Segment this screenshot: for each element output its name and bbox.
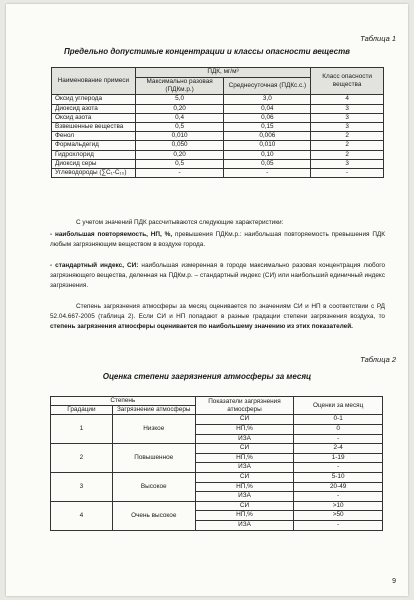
substance-name: Диоксид азота [52,104,136,113]
pollution-level: Высокое [112,472,195,501]
hazard-class: 3 [311,123,384,132]
table-row [52,159,384,168]
degree-paragraph [50,302,385,333]
table-row [51,501,383,511]
indicator-estimate: 5-10 [294,472,383,482]
table-row [52,123,384,132]
np-definition [50,230,385,250]
pollution-level: Очень высокое [112,501,195,530]
hazard-class: 2 [311,150,384,159]
hazard-class: 4 [311,95,384,104]
indicator-name: ИЗА [195,434,294,444]
page-number: 9 [392,578,396,585]
intro-paragraph: С учетом значений ПДК рассчитываются следующие характеристики: [76,219,284,226]
indicator-name: ИЗА [195,463,294,473]
si-description: наибольшая измеренная в городе максимально разовая концентрация любого загрязняющего вещества, деленная на ПДКм.р. – стандартный индекс (СИ) или наибольший единичный индекс загрязнения. [50,262,386,290]
pdk-daily-avg: 0,04 [224,104,311,113]
indicator-estimate: - [294,492,383,502]
indicator-estimate: 0 [294,425,383,435]
pollution-degree-table [50,396,383,531]
hazard-class: 2 [311,141,384,150]
gradation-value: 3 [51,472,113,501]
indicator-estimate: - [294,434,383,444]
pdk-table [51,67,384,178]
indicator-name: СИ [195,472,294,482]
pdk-daily-avg: 0,05 [224,159,311,168]
indicator-name: НП,% [195,425,294,435]
pdk-max-single: 0,20 [135,150,224,159]
indicator-estimate: 20-49 [294,482,383,492]
pdk-max-single: - [135,169,224,178]
table-row [51,472,383,482]
indicator-estimate: 1-19 [294,453,383,463]
table-row [51,444,383,454]
indicator-name: СИ [195,501,294,511]
indicator-name: СИ [195,415,294,425]
substance-name: Углеводороды (∑C₁-C₁₀) [52,169,136,178]
hazard-class: 2 [311,132,384,141]
header-gradation: Градации [51,406,113,415]
table2-title: Оценка степени загрязнения атмосферы за месяц [102,372,312,381]
substance-name: Формальдегид [52,141,136,150]
indicator-name: НП,% [195,453,294,463]
indicator-name: ИЗА [195,492,294,502]
substance-name: Гидрохлорид [52,150,136,159]
table2-number: Таблица 2 [360,355,396,364]
indicator-estimate: >50 [294,511,383,521]
pollution-level: Повышенное [112,444,195,473]
pollution-level: Низкое [112,415,195,444]
header-max-single: Максимально разовая (ПДКм.р.) [135,78,224,95]
header-name: Наименование примеси [52,68,136,95]
pdk-max-single: 0,5 [135,123,224,132]
table-row [52,113,384,122]
table-row [52,95,384,104]
hazard-class: 3 [311,104,384,113]
hazard-class: - [311,169,384,178]
header-estimates: Оценки за месяц [294,397,383,415]
substance-name: Оксид азота [52,113,136,122]
table-row [51,415,383,425]
header-degree: Степень [51,397,196,406]
hazard-class: 3 [311,113,384,122]
indicator-name: НП,% [195,482,294,492]
table-row [52,132,384,141]
degree-text: Степень загрязнения атмосферы за месяц оценивается по значениям СИ и НП в соответствии с РД 52.04.667-2005 (таблица 2). Если СИ и НП попадают в разные градации степени загрязнения воздуха, то [50,303,385,321]
substance-name: Оксид углерода [52,95,136,104]
indicator-estimate: - [294,463,383,473]
substance-name: Диоксид серы [52,159,136,168]
pdk-max-single: 0,5 [135,159,224,168]
pdk-daily-avg: 3,0 [224,95,311,104]
pdk-daily-avg: 0,10 [224,150,311,159]
header-pdk: ПДК, мг/м³ [135,68,310,78]
pdk-daily-avg: 0,15 [224,123,311,132]
header-hazard-class: Класс опасности вещества [311,68,384,95]
table-row [52,169,384,178]
indicator-name: ИЗА [195,520,294,530]
pdk-daily-avg: 0,06 [224,113,311,122]
table1-title: Предельно допустимые концентрации и классы опасности веществ [63,47,351,56]
np-term: - наибольшая повторяемость, НП, %, [50,231,173,238]
table-row [52,104,384,113]
pdk-max-single: 0,010 [135,132,224,141]
pdk-daily-avg: 0,006 [224,132,311,141]
header-indicators: Показатели загрязнения атмосферы [195,397,294,415]
substance-name: Взвешенные вещества [52,123,136,132]
pdk-max-single: 0,4 [135,113,224,122]
document-page [6,4,408,596]
pdk-daily-avg: 0,010 [224,141,311,150]
substance-name: Фенол [52,132,136,141]
header-daily-avg: Среднесуточная (ПДКс.с.) [224,78,311,95]
table-row [52,141,384,150]
table1-number: Таблица 1 [360,34,396,43]
gradation-value: 1 [51,415,113,444]
gradation-value: 4 [51,501,113,530]
table-row [52,150,384,159]
degree-rule: степень загрязнения атмосферы оценивается по наибольшему значению из этих показателей. [50,323,353,331]
np-description: превышения ПДКм.р.: наибольшая повторяемость превышения ПДК любым загрязняющим веществом в воздухе города. [50,231,385,249]
si-term: - стандартный индекс, СИ: [50,262,139,269]
indicator-name: НП,% [195,511,294,521]
hazard-class: 3 [311,159,384,168]
pdk-max-single: 0,050 [135,141,224,150]
indicator-estimate: 0-1 [294,415,383,425]
indicator-estimate: >10 [294,501,383,511]
indicator-estimate: 2-4 [294,444,383,454]
pdk-daily-avg: - [224,169,311,178]
header-pollution: Загрязнение атмосферы [112,406,195,415]
pdk-max-single: 5,0 [135,95,224,104]
si-definition [50,261,385,292]
pdk-max-single: 0,20 [135,104,224,113]
gradation-value: 2 [51,444,113,473]
indicator-name: СИ [195,444,294,454]
indicator-estimate: - [294,520,383,530]
